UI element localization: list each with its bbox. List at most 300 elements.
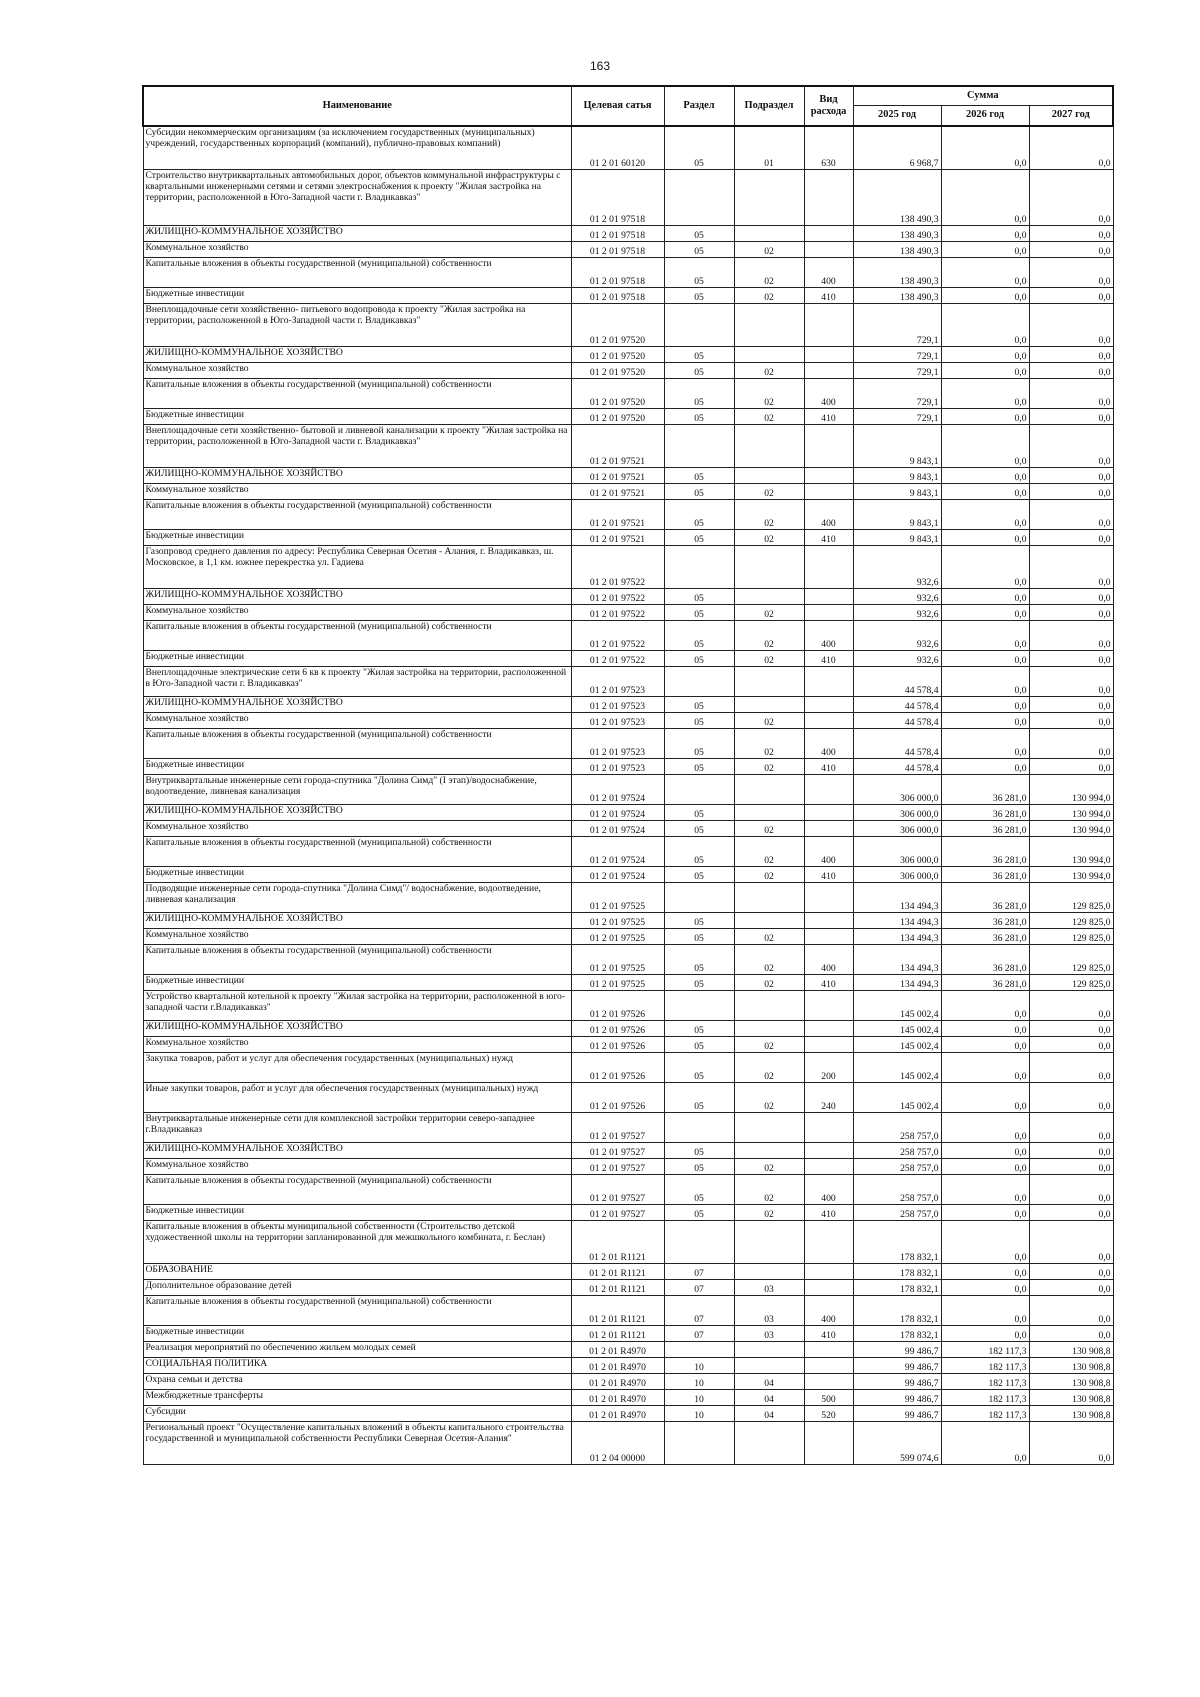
row-sum-2026-cell: 0,0 <box>941 170 1029 226</box>
row-expense-type-cell <box>804 1264 853 1280</box>
row-target-cell: 01 2 01 R1121 <box>571 1280 664 1296</box>
row-sum-2025-cell: 9 843,1 <box>853 425 941 468</box>
table-row <box>143 713 1113 729</box>
row-sum-2026-cell: 36 281,0 <box>941 945 1029 975</box>
row-name-cell: Капитальные вложения в объекты муниципальной собственности (Строительство детской художественной школы на территории запланированной для межшкольного комбината, г. Беслан) <box>143 1221 571 1264</box>
row-subsection-cell: 02 <box>734 1083 804 1113</box>
row-sum-2027-cell: 0,0 <box>1029 589 1113 605</box>
row-target-cell: 01 2 01 97524 <box>571 775 664 805</box>
row-sum-2025-cell: 44 578,4 <box>853 713 941 729</box>
table-row <box>143 500 1113 530</box>
row-subsection-cell: 01 <box>734 126 804 170</box>
row-sum-2026-cell: 0,0 <box>941 1205 1029 1221</box>
row-sum-2026-cell: 0,0 <box>941 1326 1029 1342</box>
row-name-cell: Капитальные вложения в объекты государственной (муниципальной) собственности <box>143 1296 571 1326</box>
row-target-cell: 01 2 01 97522 <box>571 651 664 667</box>
row-sum-2026-cell: 182 117,3 <box>941 1342 1029 1358</box>
row-sum-2026-cell: 182 117,3 <box>941 1358 1029 1374</box>
row-sum-2025-cell: 138 490,3 <box>853 170 941 226</box>
row-sum-2025-cell: 145 002,4 <box>853 991 941 1021</box>
row-sum-2027-cell: 0,0 <box>1029 713 1113 729</box>
table-row <box>143 425 1113 468</box>
row-name-cell: Коммунальное хозяйство <box>143 484 571 500</box>
row-sum-2025-cell: 932,6 <box>853 651 941 667</box>
table-row <box>143 605 1113 621</box>
row-subsection-cell <box>734 1021 804 1037</box>
row-sum-2025-cell: 9 843,1 <box>853 500 941 530</box>
row-sum-2027-cell: 0,0 <box>1029 667 1113 697</box>
row-section-cell <box>664 667 734 697</box>
row-sum-2027-cell: 0,0 <box>1029 1083 1113 1113</box>
row-name-cell: Строительство внутриквартальных автомобильных дорог, объектов коммунальной инфраструктуры с квартальными инженерными сетями и сетями электроснабжения к проекту "Жилая застройка на территории, расположенной в Юго-Западной части г. Владикавказ" <box>143 170 571 226</box>
row-sum-2026-cell: 0,0 <box>941 258 1029 288</box>
header-expense-type: Вид расхода <box>804 86 853 126</box>
row-sum-2027-cell: 0,0 <box>1029 468 1113 484</box>
row-section-cell <box>664 1113 734 1143</box>
table-row <box>143 1143 1113 1159</box>
row-name-cell: Бюджетные инвестиции <box>143 1326 571 1342</box>
row-subsection-cell: 02 <box>734 1159 804 1175</box>
row-sum-2025-cell: 932,6 <box>853 621 941 651</box>
row-section-cell: 05 <box>664 1037 734 1053</box>
row-subsection-cell: 02 <box>734 1205 804 1221</box>
table-row <box>143 1205 1113 1221</box>
row-section-cell: 05 <box>664 945 734 975</box>
row-expense-type-cell <box>804 242 853 258</box>
row-sum-2026-cell: 0,0 <box>941 1053 1029 1083</box>
row-name-cell: Капитальные вложения в объекты государственной (муниципальной) собственности <box>143 729 571 759</box>
row-expense-type-cell: 500 <box>804 1390 853 1406</box>
row-name-cell: Охрана семьи и детства <box>143 1374 571 1390</box>
row-sum-2027-cell: 0,0 <box>1029 425 1113 468</box>
row-name-cell: Коммунальное хозяйство <box>143 929 571 945</box>
row-sum-2026-cell: 182 117,3 <box>941 1406 1029 1422</box>
row-expense-type-cell <box>804 1342 853 1358</box>
row-sum-2025-cell: 258 757,0 <box>853 1175 941 1205</box>
table-row <box>143 1390 1113 1406</box>
row-section-cell <box>664 546 734 589</box>
row-subsection-cell: 02 <box>734 1037 804 1053</box>
row-sum-2027-cell: 0,0 <box>1029 651 1113 667</box>
row-expense-type-cell <box>804 589 853 605</box>
row-sum-2026-cell: 0,0 <box>941 304 1029 347</box>
row-target-cell: 01 2 01 97518 <box>571 288 664 304</box>
row-name-cell: ЖИЛИЩНО-КОММУНАЛЬНОЕ ХОЗЯЙСТВО <box>143 805 571 821</box>
row-sum-2025-cell: 44 578,4 <box>853 759 941 775</box>
row-subsection-cell: 04 <box>734 1374 804 1390</box>
row-subsection-cell: 02 <box>734 621 804 651</box>
row-name-cell: Региональный проект "Осуществление капитальных вложений в объекты капитального строительства государственной и муниципальной собственности Республики Северная Осетия-Алания" <box>143 1422 571 1465</box>
row-section-cell: 05 <box>664 484 734 500</box>
table-row <box>143 468 1113 484</box>
row-expense-type-cell <box>804 304 853 347</box>
row-section-cell: 05 <box>664 805 734 821</box>
row-target-cell: 01 2 01 97522 <box>571 589 664 605</box>
table-row <box>143 288 1113 304</box>
row-sum-2025-cell: 99 486,7 <box>853 1358 941 1374</box>
row-subsection-cell: 02 <box>734 867 804 883</box>
row-sum-2027-cell: 0,0 <box>1029 1175 1113 1205</box>
row-sum-2027-cell: 0,0 <box>1029 347 1113 363</box>
row-name-cell: Капитальные вложения в объекты государственной (муниципальной) собственности <box>143 621 571 651</box>
row-expense-type-cell <box>804 929 853 945</box>
row-section-cell: 05 <box>664 1205 734 1221</box>
row-section-cell <box>664 883 734 913</box>
row-name-cell: Внеплощадочные электрические сети 6 кв к проекту "Жилая застройка на территории, расположенной в Юго-Западной части г. Владикавказ" <box>143 667 571 697</box>
table-row <box>143 1374 1113 1390</box>
row-target-cell: 01 2 01 R4970 <box>571 1342 664 1358</box>
row-section-cell: 05 <box>664 530 734 546</box>
row-target-cell: 01 2 01 97526 <box>571 1021 664 1037</box>
row-sum-2027-cell: 0,0 <box>1029 1053 1113 1083</box>
row-sum-2026-cell: 0,0 <box>941 1143 1029 1159</box>
row-sum-2027-cell: 0,0 <box>1029 258 1113 288</box>
row-sum-2025-cell: 729,1 <box>853 347 941 363</box>
header-2025: 2025 год <box>853 106 941 127</box>
row-sum-2026-cell: 0,0 <box>941 347 1029 363</box>
row-sum-2026-cell: 0,0 <box>941 713 1029 729</box>
row-section-cell: 05 <box>664 226 734 242</box>
row-sum-2026-cell: 0,0 <box>941 363 1029 379</box>
table-row <box>143 1406 1113 1422</box>
row-subsection-cell <box>734 775 804 805</box>
row-sum-2027-cell: 0,0 <box>1029 1113 1113 1143</box>
row-target-cell: 01 2 01 97521 <box>571 425 664 468</box>
row-sum-2026-cell: 0,0 <box>941 667 1029 697</box>
row-sum-2026-cell: 0,0 <box>941 1422 1029 1465</box>
row-target-cell: 01 2 01 97524 <box>571 805 664 821</box>
row-target-cell: 01 2 01 97527 <box>571 1159 664 1175</box>
row-sum-2025-cell: 729,1 <box>853 363 941 379</box>
row-expense-type-cell <box>804 1159 853 1175</box>
row-target-cell: 01 2 01 97521 <box>571 484 664 500</box>
row-sum-2026-cell: 0,0 <box>941 1280 1029 1296</box>
row-section-cell <box>664 1221 734 1264</box>
row-expense-type-cell: 630 <box>804 126 853 170</box>
row-sum-2027-cell: 0,0 <box>1029 288 1113 304</box>
row-subsection-cell: 02 <box>734 945 804 975</box>
row-sum-2025-cell: 178 832,1 <box>853 1326 941 1342</box>
row-sum-2026-cell: 0,0 <box>941 1083 1029 1113</box>
row-sum-2025-cell: 729,1 <box>853 379 941 409</box>
row-expense-type-cell: 400 <box>804 729 853 759</box>
row-expense-type-cell <box>804 363 853 379</box>
row-sum-2027-cell: 0,0 <box>1029 1037 1113 1053</box>
row-sum-2025-cell: 258 757,0 <box>853 1113 941 1143</box>
row-subsection-cell <box>734 468 804 484</box>
row-name-cell: Коммунальное хозяйство <box>143 363 571 379</box>
row-name-cell: Бюджетные инвестиции <box>143 1205 571 1221</box>
row-target-cell: 01 2 01 97527 <box>571 1113 664 1143</box>
row-sum-2027-cell: 0,0 <box>1029 242 1113 258</box>
row-sum-2026-cell: 0,0 <box>941 651 1029 667</box>
row-sum-2026-cell: 0,0 <box>941 759 1029 775</box>
row-section-cell: 05 <box>664 500 734 530</box>
row-target-cell: 01 2 01 97523 <box>571 713 664 729</box>
row-sum-2025-cell: 306 000,0 <box>853 821 941 837</box>
row-sum-2026-cell: 0,0 <box>941 126 1029 170</box>
row-section-cell: 05 <box>664 975 734 991</box>
table-row <box>143 775 1113 805</box>
row-sum-2027-cell: 0,0 <box>1029 759 1113 775</box>
table-row <box>143 1083 1113 1113</box>
row-name-cell: Капитальные вложения в объекты государственной (муниципальной) собственности <box>143 945 571 975</box>
row-target-cell: 01 2 01 97525 <box>571 913 664 929</box>
row-section-cell: 05 <box>664 379 734 409</box>
row-sum-2026-cell: 0,0 <box>941 991 1029 1021</box>
row-expense-type-cell: 400 <box>804 379 853 409</box>
row-sum-2027-cell: 0,0 <box>1029 530 1113 546</box>
row-target-cell: 01 2 01 97521 <box>571 500 664 530</box>
row-expense-type-cell: 410 <box>804 1326 853 1342</box>
row-sum-2027-cell: 0,0 <box>1029 1143 1113 1159</box>
row-sum-2027-cell: 130 908,8 <box>1029 1406 1113 1422</box>
table-row <box>143 1159 1113 1175</box>
row-sum-2025-cell: 138 490,3 <box>853 288 941 304</box>
row-target-cell: 01 2 01 R1121 <box>571 1326 664 1342</box>
row-name-cell: Бюджетные инвестиции <box>143 759 571 775</box>
row-sum-2027-cell: 0,0 <box>1029 126 1113 170</box>
row-sum-2026-cell: 182 117,3 <box>941 1390 1029 1406</box>
row-name-cell: ЖИЛИЩНО-КОММУНАЛЬНОЕ ХОЗЯЙСТВО <box>143 697 571 713</box>
row-expense-type-cell: 400 <box>804 837 853 867</box>
row-section-cell: 10 <box>664 1390 734 1406</box>
row-sum-2027-cell: 0,0 <box>1029 697 1113 713</box>
row-expense-type-cell <box>804 1113 853 1143</box>
row-name-cell: Подводящие инженерные сети города-спутника "Долина Симд"/ водоснабжение, водоотведение, ливневая канализация <box>143 883 571 913</box>
row-name-cell: Капитальные вложения в объекты государственной (муниципальной) собственности <box>143 379 571 409</box>
row-sum-2027-cell: 130 908,8 <box>1029 1374 1113 1390</box>
row-name-cell: Реализация мероприятий по обеспечению жильем молодых семей <box>143 1342 571 1358</box>
row-expense-type-cell <box>804 713 853 729</box>
row-name-cell: Бюджетные инвестиции <box>143 288 571 304</box>
row-expense-type-cell: 400 <box>804 500 853 530</box>
row-sum-2026-cell: 36 281,0 <box>941 867 1029 883</box>
row-sum-2027-cell: 0,0 <box>1029 1326 1113 1342</box>
row-target-cell: 01 2 01 97518 <box>571 242 664 258</box>
row-subsection-cell <box>734 913 804 929</box>
row-sum-2026-cell: 182 117,3 <box>941 1374 1029 1390</box>
row-target-cell: 01 2 04 00000 <box>571 1422 664 1465</box>
row-target-cell: 01 2 01 R4970 <box>571 1358 664 1374</box>
row-sum-2026-cell: 0,0 <box>941 1113 1029 1143</box>
row-target-cell: 01 2 01 97522 <box>571 546 664 589</box>
row-subsection-cell: 03 <box>734 1296 804 1326</box>
row-subsection-cell: 04 <box>734 1406 804 1422</box>
row-subsection-cell <box>734 546 804 589</box>
row-sum-2026-cell: 36 281,0 <box>941 805 1029 821</box>
row-sum-2027-cell: 0,0 <box>1029 363 1113 379</box>
table-row <box>143 1358 1113 1374</box>
row-expense-type-cell <box>804 697 853 713</box>
row-subsection-cell <box>734 1264 804 1280</box>
row-name-cell: Межбюджетные трансферты <box>143 1390 571 1406</box>
row-sum-2025-cell: 44 578,4 <box>853 729 941 759</box>
row-expense-type-cell <box>804 805 853 821</box>
row-sum-2027-cell: 0,0 <box>1029 1296 1113 1326</box>
table-row <box>143 242 1113 258</box>
row-target-cell: 01 2 01 97518 <box>571 258 664 288</box>
row-sum-2027-cell: 0,0 <box>1029 304 1113 347</box>
row-sum-2027-cell: 129 825,0 <box>1029 975 1113 991</box>
row-sum-2025-cell: 306 000,0 <box>853 805 941 821</box>
row-name-cell: ЖИЛИЩНО-КОММУНАЛЬНОЕ ХОЗЯЙСТВО <box>143 589 571 605</box>
row-name-cell: Капитальные вложения в объекты государственной (муниципальной) собственности <box>143 1175 571 1205</box>
table-row <box>143 821 1113 837</box>
row-subsection-cell: 02 <box>734 242 804 258</box>
row-name-cell: Субсидии некоммерческим организациям (за исключением государственных (муниципальных) учреждений, государственных корпораций (компаний), публично-правовых компаний) <box>143 126 571 170</box>
table-row <box>143 975 1113 991</box>
row-sum-2025-cell: 178 832,1 <box>853 1296 941 1326</box>
row-sum-2027-cell: 0,0 <box>1029 621 1113 651</box>
row-sum-2026-cell: 0,0 <box>941 621 1029 651</box>
row-section-cell: 05 <box>664 1053 734 1083</box>
row-sum-2027-cell: 0,0 <box>1029 170 1113 226</box>
table-row <box>143 530 1113 546</box>
row-name-cell: Коммунальное хозяйство <box>143 605 571 621</box>
row-subsection-cell: 02 <box>734 605 804 621</box>
row-target-cell: 01 2 01 97518 <box>571 170 664 226</box>
row-sum-2027-cell: 129 825,0 <box>1029 913 1113 929</box>
row-sum-2026-cell: 0,0 <box>941 1221 1029 1264</box>
row-expense-type-cell: 410 <box>804 409 853 425</box>
row-section-cell <box>664 425 734 468</box>
row-target-cell: 01 2 01 R1121 <box>571 1221 664 1264</box>
row-section-cell: 05 <box>664 468 734 484</box>
row-target-cell: 01 2 01 97527 <box>571 1143 664 1159</box>
row-section-cell: 05 <box>664 913 734 929</box>
header-2026: 2026 год <box>941 106 1029 127</box>
table-row <box>143 1264 1113 1280</box>
row-subsection-cell <box>734 347 804 363</box>
row-target-cell: 01 2 01 97521 <box>571 530 664 546</box>
row-section-cell <box>664 775 734 805</box>
row-sum-2025-cell: 99 486,7 <box>853 1406 941 1422</box>
row-sum-2026-cell: 0,0 <box>941 530 1029 546</box>
row-section-cell: 05 <box>664 363 734 379</box>
row-sum-2025-cell: 729,1 <box>853 409 941 425</box>
row-expense-type-cell: 410 <box>804 530 853 546</box>
row-sum-2027-cell: 129 825,0 <box>1029 929 1113 945</box>
row-target-cell: 01 2 01 97526 <box>571 1083 664 1113</box>
row-sum-2027-cell: 130 908,8 <box>1029 1358 1113 1374</box>
row-sum-2027-cell: 130 908,8 <box>1029 1342 1113 1358</box>
row-target-cell: 01 2 01 97523 <box>571 667 664 697</box>
row-sum-2026-cell: 36 281,0 <box>941 883 1029 913</box>
row-subsection-cell <box>734 170 804 226</box>
row-subsection-cell: 02 <box>734 713 804 729</box>
row-expense-type-cell <box>804 484 853 500</box>
row-sum-2027-cell: 0,0 <box>1029 1205 1113 1221</box>
row-subsection-cell: 03 <box>734 1326 804 1342</box>
row-sum-2027-cell: 0,0 <box>1029 1159 1113 1175</box>
row-sum-2026-cell: 0,0 <box>941 379 1029 409</box>
row-expense-type-cell: 400 <box>804 1175 853 1205</box>
table-row <box>143 379 1113 409</box>
table-row <box>143 484 1113 500</box>
row-target-cell: 01 2 01 97520 <box>571 379 664 409</box>
row-target-cell: 01 2 01 97524 <box>571 867 664 883</box>
row-sum-2025-cell: 6 968,7 <box>853 126 941 170</box>
row-sum-2026-cell: 0,0 <box>941 500 1029 530</box>
row-name-cell: Коммунальное хозяйство <box>143 713 571 729</box>
table-row <box>143 1342 1113 1358</box>
row-sum-2025-cell: 145 002,4 <box>853 1021 941 1037</box>
row-expense-type-cell <box>804 170 853 226</box>
row-subsection-cell: 02 <box>734 484 804 500</box>
row-name-cell: ОБРАЗОВАНИЕ <box>143 1264 571 1280</box>
row-target-cell: 01 2 01 97523 <box>571 697 664 713</box>
row-sum-2025-cell: 138 490,3 <box>853 242 941 258</box>
row-section-cell: 07 <box>664 1326 734 1342</box>
row-section-cell: 05 <box>664 821 734 837</box>
row-sum-2025-cell: 145 002,4 <box>853 1083 941 1113</box>
row-subsection-cell: 02 <box>734 651 804 667</box>
row-sum-2025-cell: 178 832,1 <box>853 1264 941 1280</box>
row-subsection-cell: 02 <box>734 288 804 304</box>
budget-table <box>142 85 1114 1465</box>
row-target-cell: 01 2 01 97522 <box>571 605 664 621</box>
row-sum-2025-cell: 932,6 <box>853 589 941 605</box>
row-target-cell: 01 2 01 97527 <box>571 1205 664 1221</box>
row-section-cell: 05 <box>664 651 734 667</box>
row-name-cell: Бюджетные инвестиции <box>143 867 571 883</box>
row-name-cell: ЖИЛИЩНО-КОММУНАЛЬНОЕ ХОЗЯЙСТВО <box>143 1143 571 1159</box>
row-subsection-cell <box>734 1422 804 1465</box>
row-sum-2027-cell: 0,0 <box>1029 379 1113 409</box>
row-section-cell: 07 <box>664 1296 734 1326</box>
row-section-cell: 05 <box>664 288 734 304</box>
row-sum-2027-cell: 0,0 <box>1029 605 1113 621</box>
row-sum-2025-cell: 306 000,0 <box>853 837 941 867</box>
row-sum-2025-cell: 178 832,1 <box>853 1280 941 1296</box>
row-sum-2027-cell: 0,0 <box>1029 1422 1113 1465</box>
row-expense-type-cell: 400 <box>804 945 853 975</box>
row-subsection-cell <box>734 697 804 713</box>
row-name-cell: Бюджетные инвестиции <box>143 975 571 991</box>
row-section-cell: 05 <box>664 126 734 170</box>
row-name-cell: Дополнительное образование детей <box>143 1280 571 1296</box>
row-sum-2025-cell: 145 002,4 <box>853 1053 941 1083</box>
row-sum-2027-cell: 130 908,8 <box>1029 1390 1113 1406</box>
row-sum-2025-cell: 99 486,7 <box>853 1390 941 1406</box>
row-sum-2026-cell: 0,0 <box>941 1159 1029 1175</box>
row-subsection-cell: 02 <box>734 729 804 759</box>
table-row <box>143 929 1113 945</box>
row-section-cell <box>664 170 734 226</box>
row-name-cell: Коммунальное хозяйство <box>143 1037 571 1053</box>
row-target-cell: 01 2 01 97526 <box>571 991 664 1021</box>
row-expense-type-cell <box>804 605 853 621</box>
row-section-cell: 05 <box>664 729 734 759</box>
row-section-cell: 05 <box>664 347 734 363</box>
row-sum-2027-cell: 0,0 <box>1029 484 1113 500</box>
table-row <box>143 651 1113 667</box>
row-section-cell <box>664 991 734 1021</box>
header-name: Наименование <box>143 86 571 126</box>
row-sum-2027-cell: 129 825,0 <box>1029 883 1113 913</box>
row-sum-2025-cell: 258 757,0 <box>853 1205 941 1221</box>
row-target-cell: 01 2 01 R1121 <box>571 1296 664 1326</box>
row-section-cell: 07 <box>664 1280 734 1296</box>
row-sum-2025-cell: 258 757,0 <box>853 1159 941 1175</box>
row-expense-type-cell <box>804 775 853 805</box>
header-section: Раздел <box>664 86 734 126</box>
row-sum-2026-cell: 0,0 <box>941 546 1029 589</box>
header-sum: Сумма <box>853 86 1113 106</box>
row-target-cell: 01 2 01 97526 <box>571 1037 664 1053</box>
row-sum-2027-cell: 0,0 <box>1029 1280 1113 1296</box>
